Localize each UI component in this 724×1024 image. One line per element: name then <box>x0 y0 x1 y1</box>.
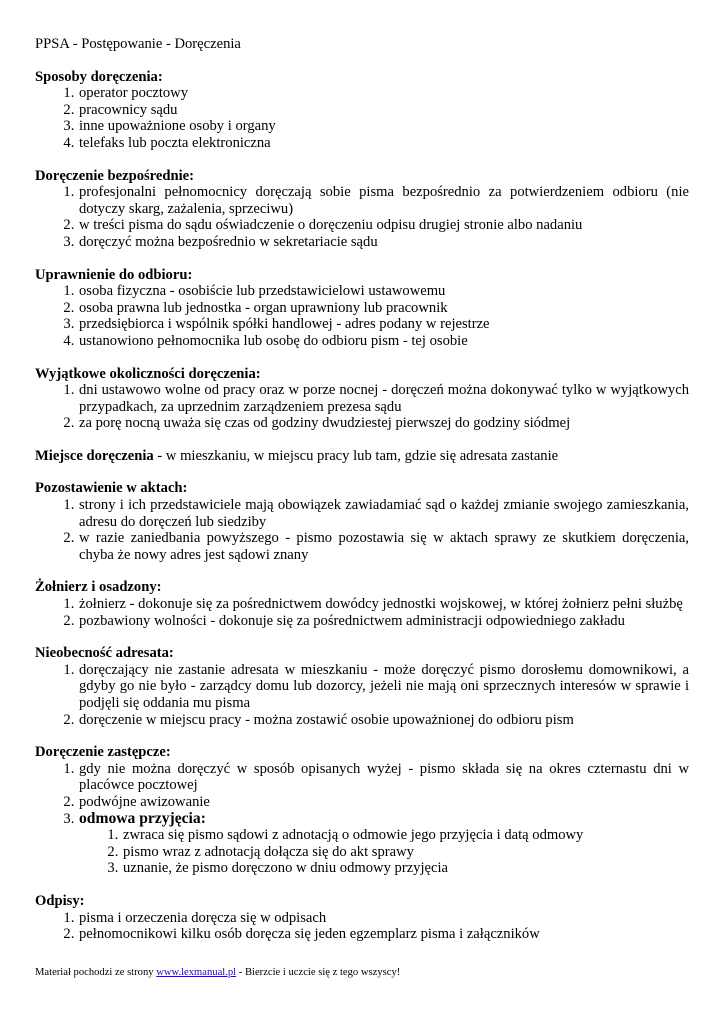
list-item: 1. gdy nie można doręczyć w sposób opisanych wyżej - pismo składa się na okres czternastu dni w placówce pocztowej <box>78 761 689 794</box>
footer-prefix: Materiał pochodzi ze strony <box>35 967 157 978</box>
list-item: 1. osoba fizyczna - osobiście lub przedstawicielowi ustawowemu <box>78 283 689 300</box>
section-bezposrednie <box>35 168 689 251</box>
numbered-list <box>35 910 689 943</box>
list-item <box>78 811 689 877</box>
lexmanual-link[interactable]: www.lexmanual.pl <box>156 967 237 978</box>
numbered-list <box>35 382 689 432</box>
section-heading: Doręczenie bezpośrednie: <box>35 167 194 184</box>
numbered-list <box>35 662 689 728</box>
nested-numbered-list <box>79 827 689 877</box>
sub-heading: odmowa przyjęcia: <box>79 809 206 827</box>
list-item: 4. ustanowiono pełnomocnika lub osobę do odbioru pism - tej osobie <box>78 333 689 350</box>
section-nieobecnosc <box>35 645 689 728</box>
section-uprawnienie <box>35 267 689 350</box>
section-heading: Odpisy: <box>35 892 85 909</box>
section-text: - w mieszkaniu, w miejscu pracy lub tam, gdzie się adresata zastanie <box>153 447 559 464</box>
section-sposoby <box>35 69 689 152</box>
list-item: 2. w treści pisma do sądu oświadczenie o doręczeniu odpisu drugiej stronie albo nadaniu <box>78 217 689 234</box>
section-zolnierz <box>35 579 689 629</box>
list-item: 1. żołnierz - dokonuje się za pośrednictwem dowódcy jednostki wojskowej, w której żołnierz pełni służbę <box>78 596 689 613</box>
list-item: 4. telefaks lub poczta elektroniczna <box>78 135 689 152</box>
section-zastepcze <box>35 744 689 877</box>
list-item: 2. pismo wraz z adnotacją dołącza się do akt sprawy <box>122 844 689 861</box>
list-item: 1. dni ustawowo wolne od pracy oraz w porze nocnej - doręczeń można dokonywać tylko w wyjątkowych przypadkach, za uprzednim zarządzeniem prezesa sądu <box>78 382 689 415</box>
section-heading: Sposoby doręczenia: <box>35 68 163 85</box>
list-item: 1. zwraca się pismo sądowi z adnotacją o odmowie jego przyjęcia i datą odmowy <box>122 827 689 844</box>
section-heading: Doręczenie zastępcze: <box>35 744 171 761</box>
document-page <box>35 36 689 959</box>
list-item: 1. profesjonalni pełnomocnicy doręczają sobie pisma bezpośrednio za potwierdzeniem odbioru (nie dotyczy skarg, zażalenia, sprzeciwu) <box>78 184 689 217</box>
section-heading: Wyjątkowe okoliczności doręczenia: <box>35 365 261 382</box>
list-item: 1. operator pocztowy <box>78 85 689 102</box>
numbered-list <box>35 85 689 151</box>
list-item: 3. przedsiębiorca i wspólnik spółki handlowej - adres podany w rejestrze <box>78 316 689 333</box>
document-title: PPSA - Postępowanie - Doręczenia <box>35 36 241 52</box>
list-item: 1. strony i ich przedstawiciele mają obowiązek zawiadamiać sąd o każdej zmianie swojego zamieszkania, adresu do doręczeń lub siedziby <box>78 497 689 530</box>
section-heading: Żołnierz i osadzony: <box>35 579 162 596</box>
numbered-list <box>35 497 689 563</box>
section-wyjatkowe <box>35 366 689 432</box>
section-odpisy <box>35 893 689 943</box>
list-item: 2. pełnomocnikowi kilku osób doręcza się jeden egzemplarz pisma i załączników <box>78 926 689 943</box>
list-item: 3. inne upoważnione osoby i organy <box>78 118 689 135</box>
section-miejsce <box>35 448 689 465</box>
numbered-list <box>35 761 689 877</box>
numbered-list <box>35 283 689 349</box>
list-item: 2. doręczenie w miejscu pracy - można zostawić osobie upoważnionej do odbioru pism <box>78 712 689 729</box>
list-item: 3. uznanie, że pismo doręczono w dniu odmowy przyjęcia <box>122 860 689 877</box>
section-heading: Uprawnienie do odbioru: <box>35 266 193 283</box>
list-item: 2. w razie zaniedbania powyższego - pismo pozostawia się w aktach sprawy ze skutkiem doręczenia, chyba że nowy adres jest sądowi znany <box>78 530 689 563</box>
list-item: 2. za porę nocną uważa się czas od godziny dwudziestej pierwszej do godziny siódmej <box>78 415 689 432</box>
footer-suffix: - Bierzcie i uczcie się z tego wszyscy! <box>236 967 401 978</box>
section-pozostawienie <box>35 480 689 563</box>
list-item: 3. doręczyć można bezpośrednio w sekretariacie sądu <box>78 234 689 251</box>
list-item: 1. pisma i orzeczenia doręcza się w odpisach <box>78 910 689 927</box>
section-heading: Miejsce doręczenia <box>35 447 154 464</box>
list-item: 2. pracownicy sądu <box>78 102 689 119</box>
section-heading: Nieobecność adresata: <box>35 645 174 662</box>
list-item: 1. doręczający nie zastanie adresata w mieszkaniu - może doręczyć pismo dorosłemu domownikowi, a gdyby go nie było - zarządcy domu lub dozorcy, jeżeli nie mają oni sprzecznych interesów w sprawie i podjęli się oddania mu pisma <box>78 662 689 712</box>
list-item: 2. osoba prawna lub jednostka - organ uprawniony lub pracownik <box>78 300 689 317</box>
list-item: 2. pozbawiony wolności - dokonuje się za pośrednictwem administracji odpowiedniego zakładu <box>78 613 689 630</box>
page-footer <box>35 966 400 979</box>
list-item: 2. podwójne awizowanie <box>78 794 689 811</box>
numbered-list <box>35 596 689 629</box>
numbered-list <box>35 184 689 250</box>
section-heading: Pozostawienie w aktach: <box>35 480 188 497</box>
